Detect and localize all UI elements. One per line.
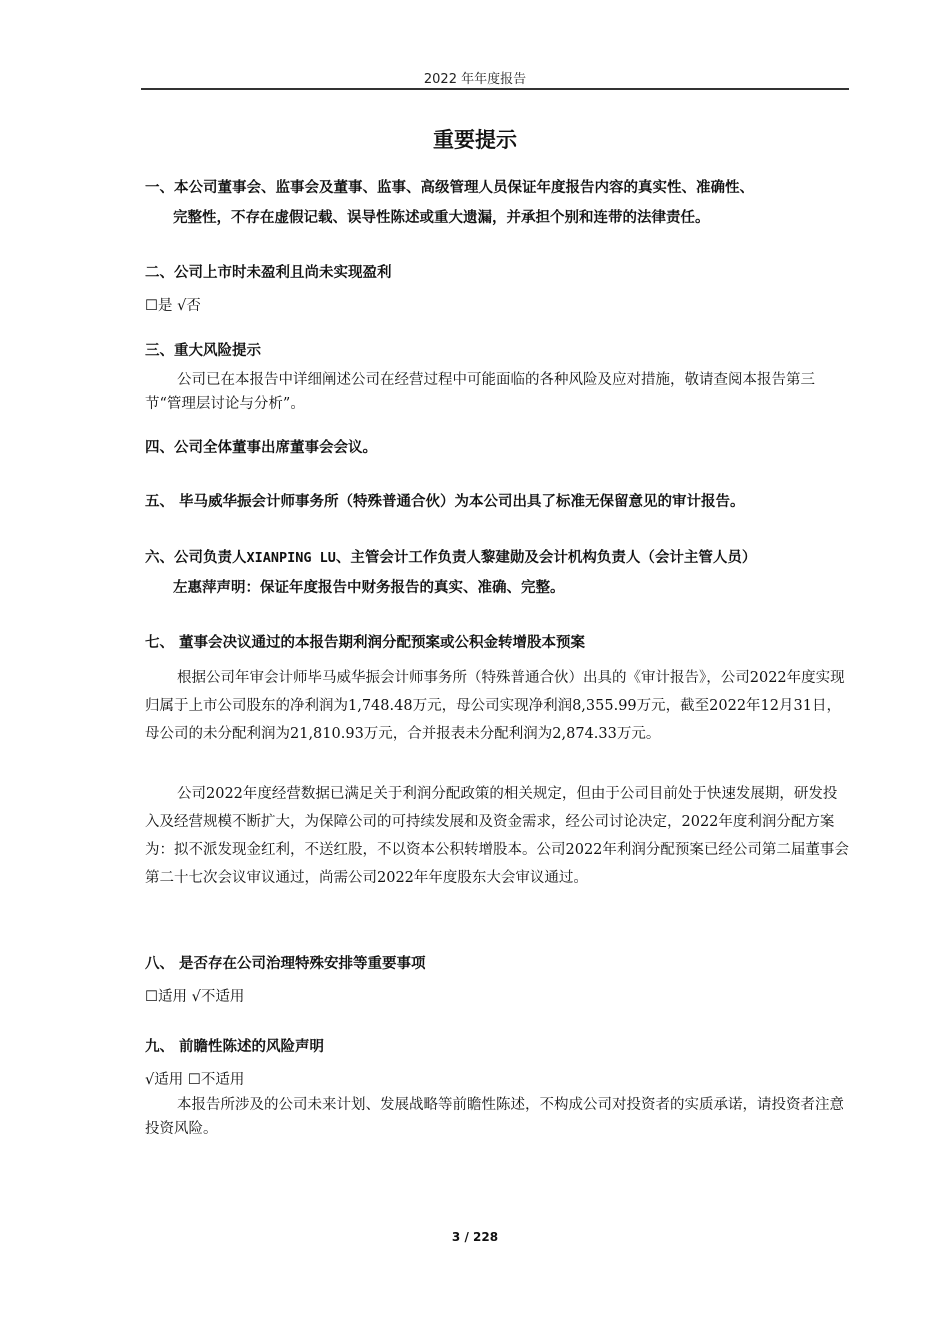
- report-header-title: 2022 年年度报告: [423, 72, 527, 87]
- section-6: [145, 544, 850, 602]
- section-2-options: ☐是 √否: [145, 298, 201, 314]
- section-6-prefix: 六、公司负责人: [145, 550, 247, 566]
- section-9-options: √适用 ☐不适用: [145, 1072, 245, 1088]
- section-9-body: 本报告所涉及的公司未来计划、发展战略等前瞻性陈述，不构成公司对投资者的实质承诺，请投资者注意投资风险。: [145, 1097, 844, 1137]
- section-8-options: ☐适用 √不适用: [145, 989, 245, 1005]
- section-1: [145, 174, 850, 232]
- section-2-heading: 二、公司上市时未盈利且尚未实现盈利: [145, 265, 392, 281]
- page-number: 3 / 228: [451, 1230, 499, 1244]
- section-8-heading: 八、 是否存在公司治理特殊安排等重要事项: [145, 956, 426, 972]
- section-6-line-1-rest: 、主管会计工作负责人黎建勋及会计机构负责人（会计主管人员）: [335, 550, 757, 566]
- legal-representative-name: XIANPING LU: [246, 550, 336, 566]
- section-5-heading: 五、 毕马威华振会计师事务所（特殊普通合伙）为本公司出具了标准无保留意见的审计报告。: [145, 494, 745, 510]
- section-7-paragraph-2: 公司2022年度经营数据已满足关于利润分配政策的相关规定，但由于公司目前处于快速发展期，研发投入及经营规模不断扩大，为保障公司的可持续发展和及资金需求，经公司讨论决定，2022年度利润分配方案为：拟不派发现金红利，不送红股，不以资本公积转增股本。公司2022年利润分配预案已经公司第二届董事会第二十七次会议审议通过，尚需公司2022年年度股东大会审议通过。: [145, 786, 849, 886]
- section-4-heading: 四、公司全体董事出席董事会会议。: [145, 440, 377, 456]
- section-1-line-1: 一、本公司董事会、监事会及董事、监事、高级管理人员保证年度报告内容的真实性、准确性、: [145, 180, 754, 196]
- section-3-heading: 三、重大风险提示: [145, 343, 261, 359]
- section-7-paragraph-1: 根据公司年审会计师毕马威华振会计师事务所（特殊普通合伙）出具的《审计报告》，公司2022年度实现归属于上市公司股东的净利润为1,748.48万元，母公司实现净利润8,355.99万元，截至2022年12月31日，母公司的未分配利润为21,810.93万元，合并报表未分配利润为2,874.33万元。: [145, 670, 845, 742]
- section-6-line-2: 左惠萍声明：保证年度报告中财务报告的真实、准确、完整。: [173, 580, 565, 596]
- section-6-line-1: [145, 544, 850, 572]
- header-divider: [141, 88, 849, 90]
- page-title: 重要提示: [433, 128, 517, 152]
- section-1-line-2: 完整性，不存在虚假记载、误导性陈述或重大遗漏，并承担个别和连带的法律责任。: [173, 210, 710, 226]
- section-9-heading: 九、 前瞻性陈述的风险声明: [145, 1039, 325, 1055]
- section-7-heading: 七、 董事会决议通过的本报告期利润分配预案或公积金转增股本预案: [145, 635, 586, 651]
- section-3-body: 公司已在本报告中详细阐述公司在经营过程中可能面临的各种风险及应对措施，敬请查阅本报告第三节“管理层讨论与分析”。: [145, 372, 815, 412]
